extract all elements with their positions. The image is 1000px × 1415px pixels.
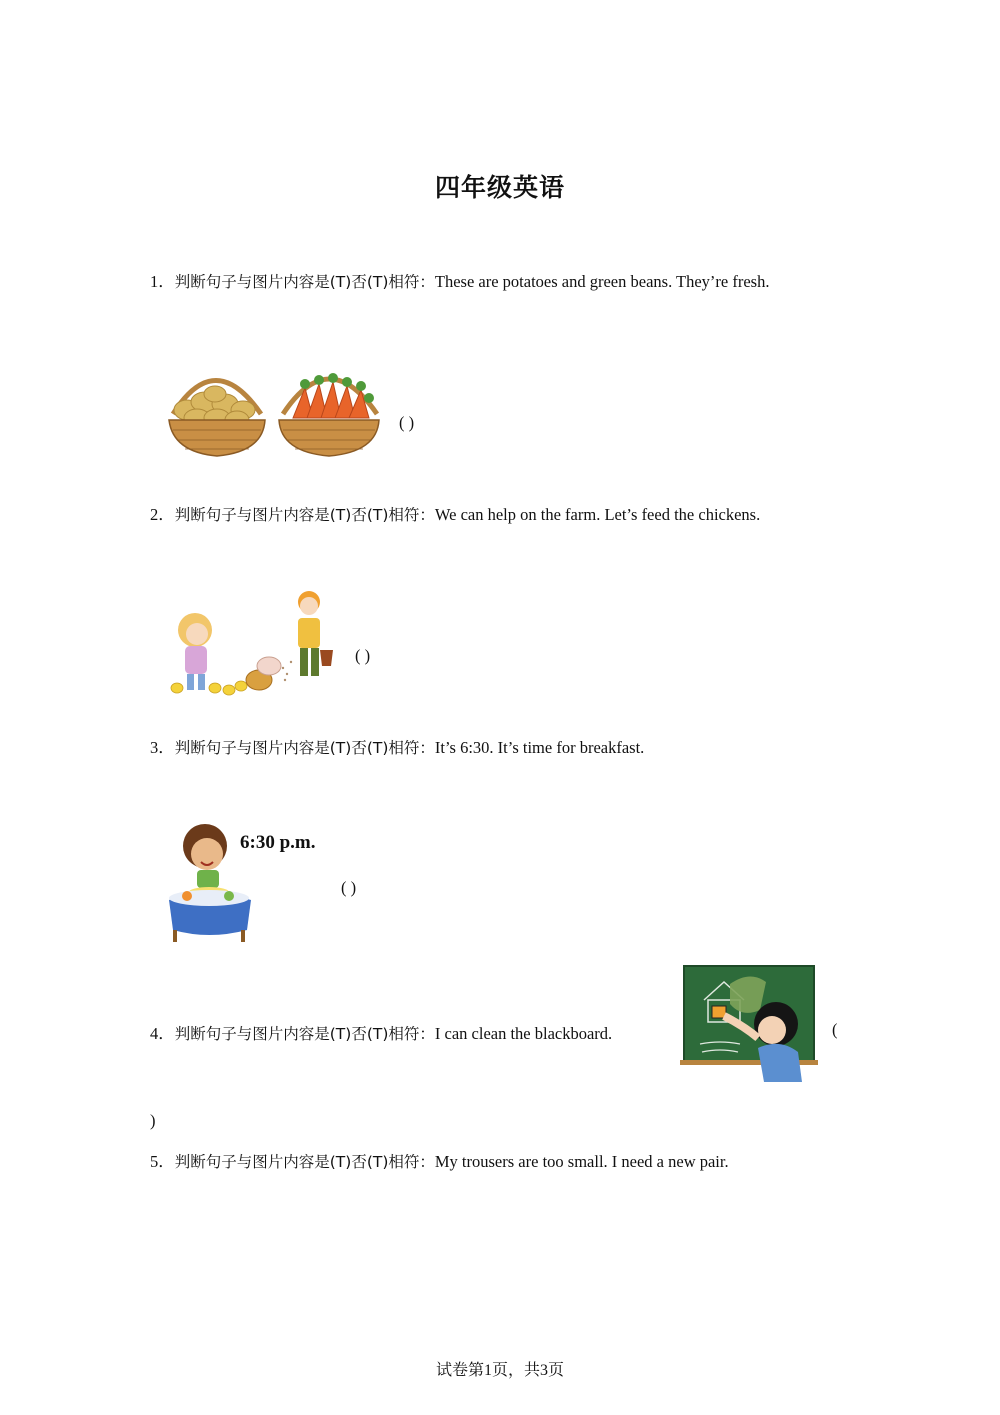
question-number: 4． [150,1024,175,1043]
boy-cleaning-blackboard-image [680,964,820,1084]
picture-time-label: 6:30 p.m. [240,832,316,853]
question-sentence: We can help on the farm. Let’s feed the chickens. [434,505,761,524]
question-2 [150,501,760,525]
answer-paren-3[interactable]: ( ) [341,878,357,897]
page-footer [0,1357,1000,1380]
potato-carrot-baskets-image [165,352,385,464]
footer-suffix: 页 [548,1360,565,1379]
question-number: 2． [150,505,175,524]
question-sentence: These are potatoes and green beans. They’re fresh. [434,272,770,291]
answer-paren-2[interactable]: ( ) [355,646,371,665]
question-prompt: 判断句子与图片内容是(T)否(T)相符： [174,273,435,291]
question-prompt: 判断句子与图片内容是(T)否(T)相符： [174,506,435,524]
question-prompt: 判断句子与图片内容是(T)否(T)相符： [174,739,435,757]
answer-paren-close-4: ) [150,1111,156,1130]
footer-middle: 页，共 [491,1360,540,1379]
answer-paren-1[interactable]: ( ) [399,413,415,432]
question-sentence: It’s 6:30. It’s time for breakfast. [434,738,645,757]
question-5 [150,1148,729,1172]
question-3 [150,734,644,758]
question-sentence: I can clean the blackboard. [434,1024,613,1043]
question-number: 3． [150,738,175,757]
footer-page-number: 1 [483,1362,492,1379]
question-number: 5． [150,1152,175,1171]
page-title: 四年级英语 [434,173,565,202]
answer-paren-open-4[interactable]: ( [832,1020,838,1039]
question-4 [150,1020,612,1044]
question-sentence: My trousers are too small. I need a new pair. [434,1152,729,1171]
kids-feeding-chickens-image [165,588,345,700]
question-1 [150,268,769,292]
footer-total-pages: 3 [540,1362,548,1379]
question-prompt: 判断句子与图片内容是(T)否(T)相符： [174,1153,435,1171]
question-number: 1． [150,272,175,291]
footer-prefix: 试卷第 [435,1360,484,1379]
question-prompt: 判断句子与图片内容是(T)否(T)相符： [174,1025,435,1043]
